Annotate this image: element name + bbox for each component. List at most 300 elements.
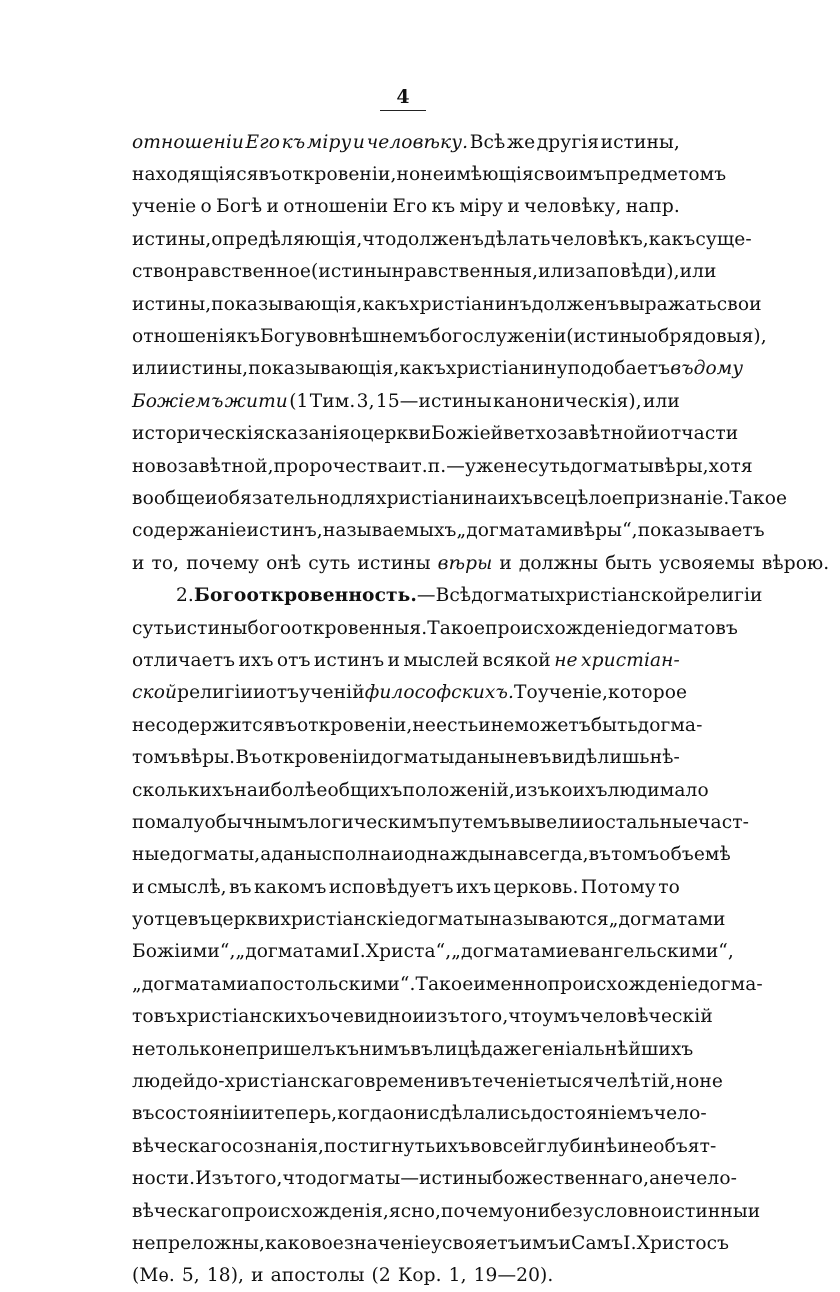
word: содержаніе (132, 520, 247, 542)
word: отношеніи (132, 131, 244, 153)
word: евангельскими“, (568, 941, 734, 963)
word: Божіими“, (132, 941, 236, 963)
word: 15—истины (375, 390, 492, 412)
word: лишь (597, 747, 650, 769)
word: то, (151, 552, 180, 574)
word: показываетъ (637, 520, 765, 542)
word: какъ (362, 293, 410, 315)
word: всей (492, 1135, 537, 1157)
word: подобаетъ (567, 358, 671, 380)
word: и (251, 1103, 264, 1125)
word: истины, (600, 131, 680, 153)
text-line (132, 515, 765, 547)
word: но (675, 1071, 700, 1093)
word: суть (132, 617, 175, 639)
word: не (412, 714, 437, 736)
word: вывели (510, 811, 582, 833)
text-line (132, 126, 680, 158)
word: Христа“, (365, 941, 452, 963)
word: нѣ- (649, 747, 680, 769)
word: обрядовыя), (646, 326, 767, 348)
text-line (132, 158, 727, 190)
word: Христосъ (636, 1232, 730, 1254)
word: (истины (310, 261, 392, 283)
word: Богооткровенность. (193, 585, 417, 607)
word: хотя (708, 455, 753, 477)
word: (Мѳ. (132, 1265, 175, 1287)
word: выражать (619, 293, 717, 315)
word: христіанинъ (409, 293, 532, 315)
word: заповѣди), (575, 261, 680, 283)
word: Божіей (431, 423, 504, 445)
word: времени (364, 1071, 450, 1093)
text-line (132, 774, 709, 806)
word: отличаетъ (132, 649, 236, 671)
text-line (132, 418, 739, 450)
word: церкви (361, 423, 432, 445)
word: сказанія (264, 423, 351, 445)
word: дому (693, 358, 744, 380)
word: истины (174, 617, 248, 639)
word: въ (410, 1038, 434, 1060)
word: геніальнѣйшихъ (531, 1038, 694, 1060)
word: путемъ (438, 811, 511, 833)
word: когда (337, 1103, 393, 1125)
word: и (499, 552, 512, 574)
word: о (350, 423, 362, 445)
word: христіанскихъ (176, 1006, 320, 1028)
word: Его (392, 196, 428, 218)
word: то (658, 876, 680, 898)
word: происхожденіе (485, 617, 636, 639)
word: не (490, 714, 515, 736)
word: истины, (132, 228, 212, 250)
word: Изъ (195, 1168, 234, 1190)
text-line (132, 677, 688, 709)
word: истинъ, (246, 520, 323, 542)
word: истинны (661, 1200, 748, 1222)
text-line (132, 320, 767, 352)
word: историческія (132, 423, 265, 445)
word: люди (607, 779, 660, 801)
word: о (200, 196, 212, 218)
text-line (132, 839, 731, 871)
word: онѣ (266, 552, 302, 574)
word: въ (449, 1071, 472, 1093)
word: вѣрою. (761, 552, 830, 574)
word: догматы (405, 909, 490, 931)
word: сознанія, (231, 1135, 325, 1157)
word: не (504, 747, 529, 769)
word: непреложны, (132, 1232, 266, 1254)
word: суть (308, 552, 351, 574)
word: чело- (683, 1168, 737, 1190)
text-line (132, 1163, 737, 1195)
word: показывающія, (211, 293, 363, 315)
word: усвояетъ (430, 1232, 520, 1254)
word: умъ (542, 1006, 580, 1028)
word: признаніе. (622, 487, 730, 509)
word: необъят- (629, 1135, 717, 1157)
word: „догматами (456, 520, 574, 542)
word: происхожденія, (231, 1200, 389, 1222)
word: какъ (648, 228, 696, 250)
word: отъ (265, 682, 300, 704)
word: Всѣ (469, 131, 506, 153)
word: наиболѣе (234, 779, 328, 801)
text-line (132, 1001, 713, 1033)
word: ученій (299, 682, 365, 704)
word: видѣ (551, 747, 598, 769)
word: или (538, 261, 576, 283)
word: нравственное (174, 261, 311, 283)
word: и (391, 844, 404, 866)
word: къ (281, 131, 306, 153)
word: предметомъ (605, 164, 727, 186)
word: вѣры“, (573, 520, 638, 542)
word: апостольскими“. (248, 973, 416, 995)
word: быть (590, 714, 638, 736)
text-line (132, 1130, 717, 1162)
word: или (679, 261, 717, 283)
word: апостолы (270, 1265, 365, 1287)
word: и (478, 714, 491, 736)
word: пророчества (273, 455, 399, 477)
word: положеній, (402, 779, 515, 801)
word: (1 (289, 390, 309, 412)
word: постигнуть (324, 1135, 436, 1157)
word: 1, (448, 1265, 467, 1287)
word: достояніемъ (530, 1103, 654, 1125)
word: внѣшнемъ (327, 326, 430, 348)
word: отцевъ (143, 909, 211, 931)
word: истины, (132, 293, 212, 315)
word: церкви (210, 909, 281, 931)
word: откровеніи (261, 747, 371, 769)
word: только (155, 1038, 223, 1060)
word: не (660, 1168, 684, 1190)
word: и (412, 1006, 425, 1028)
body-text (132, 126, 830, 1292)
word: изъ (424, 1006, 460, 1028)
text-line (132, 482, 788, 514)
word: всецѣлое (532, 487, 623, 509)
word: общихъ (327, 779, 403, 801)
word: безусловно (550, 1200, 662, 1222)
word: 19—20). (473, 1265, 554, 1287)
word: отчасти (659, 423, 739, 445)
word: какъ (399, 358, 446, 380)
word: можетъ (514, 714, 591, 736)
word: Самъ (571, 1232, 624, 1254)
word: въ (274, 714, 297, 736)
word: и (266, 196, 279, 218)
word: каноническія), (493, 390, 642, 412)
word: ихъ (456, 876, 492, 898)
text-line (132, 871, 680, 903)
word: что (362, 228, 397, 250)
word: въ (258, 164, 282, 186)
word: находящіяся (132, 164, 259, 186)
text-line (132, 709, 703, 741)
word: богооткровенныя. (247, 617, 428, 639)
word: называемыхъ (322, 520, 457, 542)
word: и (253, 682, 266, 704)
word: каковое (265, 1232, 344, 1254)
word: ученіе (132, 196, 197, 218)
word: содержится (155, 714, 275, 736)
word: вообще (132, 487, 205, 509)
word: къ (236, 326, 260, 348)
word: и (352, 131, 365, 153)
word: —Всѣ (416, 585, 472, 607)
word: коихъ (549, 779, 608, 801)
word: и (581, 811, 595, 833)
text-line (132, 1227, 730, 1259)
word: „догматами (451, 941, 569, 963)
word: Богѣ (215, 196, 263, 218)
word: объемѣ (659, 844, 731, 866)
text-line (132, 353, 744, 385)
word: ской (132, 682, 178, 704)
word: ихъ (497, 487, 533, 509)
word: малу (155, 811, 205, 833)
word: жити (224, 390, 288, 412)
word: христіан- (581, 649, 680, 671)
word: въ (670, 358, 694, 380)
word: однажды (403, 844, 495, 866)
word: чело- (653, 1103, 707, 1125)
page-number: 4 (396, 86, 410, 108)
word: показывающія, (248, 358, 400, 380)
word: происхожденіе (547, 973, 698, 995)
text-line (132, 579, 763, 611)
word: долженъ (531, 293, 620, 315)
word: логическимъ (308, 811, 439, 833)
word: Богу (259, 326, 306, 348)
word: человѣку. (366, 131, 469, 153)
word: нравственныя, (391, 261, 539, 283)
text-line (132, 644, 680, 676)
word: не (420, 164, 444, 186)
word: божественнаго, (492, 1168, 650, 1190)
word: исповѣдуетъ (328, 876, 454, 898)
word: вѣры (437, 552, 493, 574)
word: ство (132, 261, 175, 283)
word: именно (473, 973, 548, 995)
text-line (132, 450, 753, 482)
text-line (132, 385, 680, 417)
word: истины (357, 552, 431, 574)
word: томъ (611, 844, 660, 866)
word: философскихъ. (364, 682, 515, 704)
word: того, (459, 1006, 509, 1028)
text-line (132, 288, 762, 320)
word: и (251, 1265, 264, 1287)
word: догматы—истины (316, 1168, 493, 1190)
word: Такое (415, 973, 474, 995)
word: догматы, (170, 844, 261, 866)
text-line (132, 903, 726, 935)
word: смыслѣ, (146, 876, 227, 898)
word: почему (441, 1200, 514, 1222)
word: 5, (181, 1265, 200, 1287)
word: догматовъ (635, 617, 738, 639)
word: остальные (594, 811, 699, 833)
word: І. (352, 941, 366, 963)
word: ученіе, (537, 682, 609, 704)
word: имѣющія (443, 164, 534, 186)
word: (истины (566, 326, 647, 348)
word: есть (436, 714, 479, 736)
word: отношеніи (283, 196, 389, 218)
text-line (132, 968, 763, 1000)
word: ности. (132, 1168, 196, 1190)
word: ясно, (388, 1200, 442, 1222)
word: и (558, 1232, 572, 1254)
text-line (132, 806, 749, 838)
word: къ (431, 196, 456, 218)
word: откровеніи, (281, 164, 397, 186)
word: человѣческій (579, 1006, 713, 1028)
word: 2. (176, 585, 194, 607)
word: (2 (371, 1265, 391, 1287)
word: для (340, 487, 377, 509)
text-line (132, 223, 752, 255)
word: лицѣ (433, 1038, 481, 1060)
word: даны (454, 747, 505, 769)
word: „догматами (235, 941, 353, 963)
word: дѣлать (483, 228, 551, 250)
word: и (132, 552, 145, 574)
word: новозавѣтной, (132, 455, 274, 477)
word: даже (480, 1038, 532, 1060)
word: 3, (356, 390, 375, 412)
word: людей (132, 1071, 196, 1093)
word: своимъ (533, 164, 606, 186)
word: теченіе (471, 1071, 547, 1093)
word: того, (233, 1168, 283, 1190)
word: догма- (697, 973, 763, 995)
word: міру (459, 196, 504, 218)
word: истинъ (313, 649, 385, 671)
word: христіанина (376, 487, 498, 509)
word: вѣры. (180, 747, 236, 769)
word: сполна (321, 844, 392, 866)
word: Кор. (397, 1265, 442, 1287)
word: какомъ (254, 876, 327, 898)
word: религіи (177, 682, 253, 704)
word: человѣкъ, (550, 228, 649, 250)
word: богослуженіи (429, 326, 567, 348)
word: не (132, 714, 156, 736)
page-number-rule (380, 110, 426, 111)
word: догма- (637, 714, 703, 736)
word: они (392, 1103, 430, 1125)
text-line (132, 1195, 761, 1227)
word: вѣры, (653, 455, 709, 477)
text-line (132, 256, 717, 288)
word: сколькихъ (132, 779, 235, 801)
word: навсегда, (494, 844, 589, 866)
word: къ (335, 1038, 360, 1060)
word: христіанину (445, 358, 568, 380)
word: отношенія (132, 326, 237, 348)
text-line (132, 1260, 680, 1292)
word: мало (659, 779, 709, 801)
word: То (514, 682, 538, 704)
word: и (204, 487, 218, 509)
word: обязательно (217, 487, 341, 509)
word: даны (271, 844, 322, 866)
word: Потому (580, 876, 656, 898)
word: имъ (519, 1232, 559, 1254)
text-line (132, 1098, 707, 1130)
text-line (132, 1033, 694, 1065)
word: ихъ (238, 649, 274, 671)
word: и (507, 196, 520, 218)
word: быть (605, 552, 653, 574)
word: очевидно (319, 1006, 413, 1028)
word: не (132, 1038, 156, 1060)
word: пришелъ (246, 1038, 336, 1060)
word: „догматами (132, 973, 249, 995)
word: изъ (514, 779, 550, 801)
word: Въ (235, 747, 262, 769)
word: и (747, 1200, 761, 1222)
text-line (132, 547, 830, 579)
word: и (387, 649, 401, 671)
word: значеніе (343, 1232, 431, 1254)
word: или (643, 390, 680, 412)
word: и (617, 1135, 630, 1157)
word: догматы (570, 455, 654, 477)
word: а (649, 1168, 661, 1190)
word: І. (623, 1232, 637, 1254)
word: человѣку, (524, 196, 622, 218)
text-line (132, 1065, 724, 1097)
word: догматы (471, 585, 555, 607)
word: во (470, 1135, 493, 1157)
word: не (504, 455, 528, 477)
word: христіанской (554, 585, 687, 607)
text-line (132, 612, 738, 644)
word: Тим. (309, 390, 356, 412)
word: и (398, 455, 412, 477)
word: и (132, 876, 145, 898)
word: до-христіанскаго (195, 1071, 365, 1093)
word: отъ (276, 649, 311, 671)
word: обычнымъ (204, 811, 309, 833)
word: мыслей (403, 649, 479, 671)
word: ихъ (435, 1135, 471, 1157)
text-line (132, 936, 734, 968)
word: опредѣляющія, (211, 228, 363, 250)
word: напр. (625, 196, 680, 218)
word: называются (489, 909, 609, 931)
word: они (513, 1200, 551, 1222)
word: почему (186, 552, 260, 574)
word: томъ (132, 747, 181, 769)
word: товъ (132, 1006, 177, 1028)
word: част- (698, 811, 749, 833)
word: состояніи (154, 1103, 252, 1125)
word: долженъ (396, 228, 484, 250)
word: въ (588, 844, 612, 866)
text-line (132, 741, 680, 773)
word: сдѣлались (429, 1103, 531, 1125)
word: что (508, 1006, 543, 1028)
